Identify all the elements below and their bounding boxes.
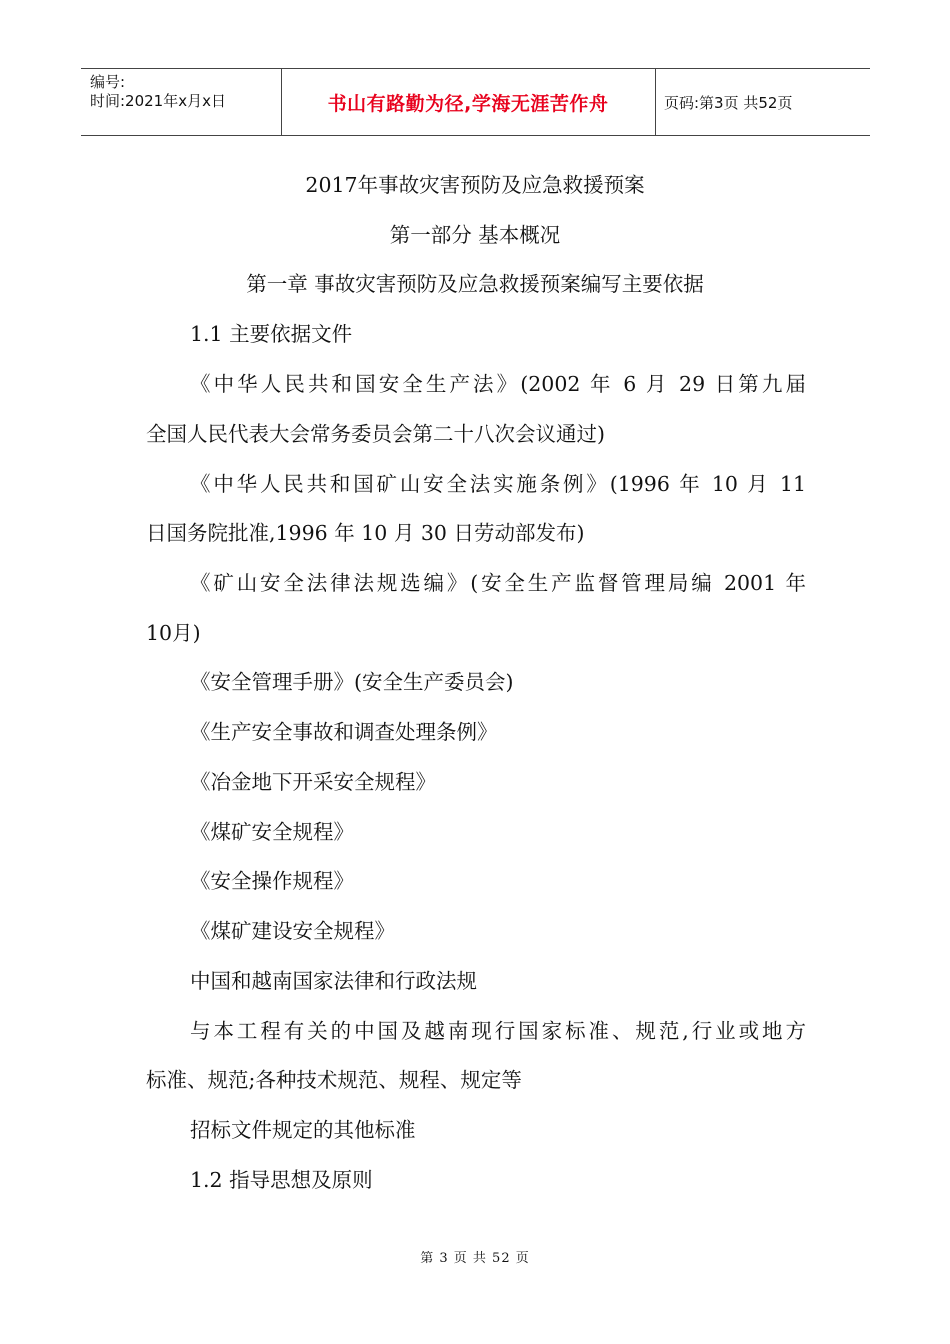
section-heading: 1.2 指导思想及原则 (190, 1168, 373, 1192)
list-item: 《煤矿安全规程》 (190, 820, 354, 844)
list-item: 《冶金地下开采安全规程》 (190, 770, 436, 794)
header-table (81, 68, 870, 136)
paragraph-line: 日国务院批准,1996 年 10 月 30 日劳动部发布) (146, 521, 585, 545)
list-item: 《安全操作规程》 (190, 869, 354, 893)
paragraph-line: 《中华人民共和国安全生产法》(2002 年 6 月 29 日第九届 (190, 372, 806, 396)
paragraph-line: 与本工程有关的中国及越南现行国家标准、规范,行业或地方 (190, 1019, 806, 1043)
header-motto: 书山有路勤为径,学海无涯苦作舟 (327, 92, 609, 115)
paragraph-line: 标准、规范;各种技术规范、规程、规定等 (146, 1068, 522, 1092)
list-item: 《生产安全事故和调查处理条例》 (190, 720, 498, 744)
document-date: 时间:2021年x月x日 (90, 92, 226, 110)
chapter-heading: 第一章 事故灾害预防及应急救援预案编写主要依据 (246, 272, 704, 296)
page-footer: 第 3 页 共 52 页 (420, 1251, 530, 1266)
paragraph-line: 10月) (146, 621, 201, 645)
paragraph-line: 全国人民代表大会常务委员会第二十八次会议通过) (146, 422, 605, 446)
list-item: 中国和越南国家法律和行政法规 (190, 969, 477, 993)
list-item: 招标文件规定的其他标准 (190, 1118, 416, 1142)
section-heading: 1.1 主要依据文件 (190, 322, 353, 346)
paragraph-line: 《中华人民共和国矿山安全法实施条例》(1996 年 10 月 11 (190, 472, 806, 496)
document-title: 2017年事故灾害预防及应急救援预案 (305, 173, 645, 197)
list-item: 《煤矿建设安全规程》 (190, 919, 395, 943)
list-item: 《安全管理手册》(安全生产委员会) (190, 670, 514, 694)
document-number-label: 编号: (90, 73, 126, 91)
header-page-info: 页码:第3页 共52页 (664, 93, 793, 112)
part-heading: 第一部分 基本概况 (389, 223, 561, 247)
paragraph-line: 《矿山安全法律法规选编》(安全生产监督管理局编 2001 年 (190, 571, 806, 595)
header-meta (81, 69, 281, 135)
